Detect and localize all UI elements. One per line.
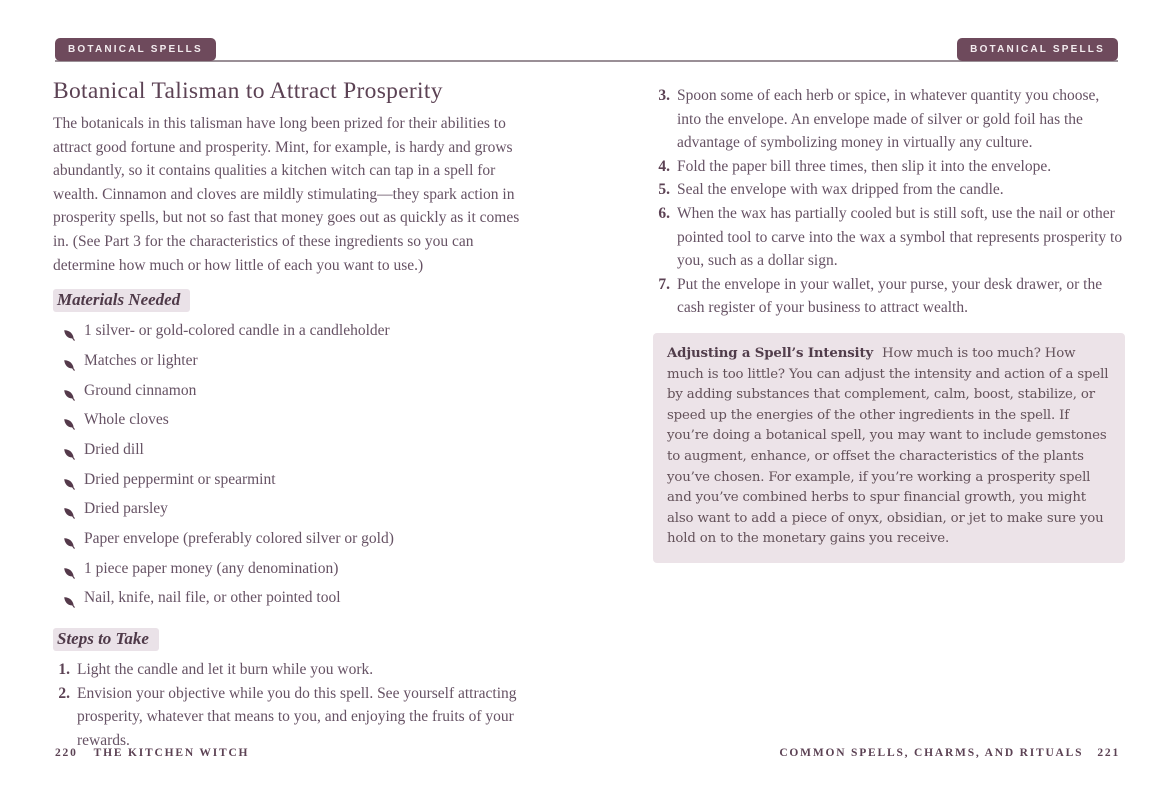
sidebar-body: How much is too much? How much is too little? You can adjust the intensity and action of a spell by adding substances that complement, calm, boost, stabilize, or speed up the energies of the other ingredients in the spell. If you’re doing a botanical spell, you may want to include gemstones to augment, enhance, or offset the characteristics of the plants you’ve chosen. For example, if you’re working a prosperity spell and you’ve combined herbs to spur financial growth, you might also want to add a piece of onyx, obsidian, or jet to make sure you hold on to the monetary gains you receive. <box>667 345 1109 547</box>
step-text: When the wax has partially cooled but is still soft, use the nail or other pointed tool to carve into the wax a symbol that represents prosperity to you, such as a dollar sign. <box>677 204 1123 270</box>
step-number: 7. <box>658 275 670 293</box>
step-number: 1. <box>58 661 70 679</box>
leaf-bullet-icon <box>63 355 75 379</box>
list-item <box>63 319 535 349</box>
step-item <box>653 273 1125 320</box>
step-number: 6. <box>658 204 670 222</box>
step-item <box>53 682 535 753</box>
material-text: 1 silver- or gold-colored candle in a candleholder <box>84 322 390 340</box>
leaf-bullet-icon <box>63 385 75 409</box>
step-item <box>53 658 535 682</box>
material-text: Whole cloves <box>84 411 169 429</box>
material-text: Ground cinnamon <box>84 381 197 399</box>
page-number-left: 220 <box>55 747 78 759</box>
step-item <box>653 178 1125 202</box>
step-text: Seal the envelope with wax dripped from the candle. <box>677 181 1004 199</box>
list-item <box>63 497 535 527</box>
sidebar-heading: Adjusting a Spell’s Intensity <box>667 345 874 361</box>
materials-heading: Materials Needed <box>53 289 190 312</box>
step-item <box>653 155 1125 179</box>
list-item <box>63 557 535 587</box>
leaf-bullet-icon <box>63 444 75 468</box>
running-title-right: COMMON SPELLS, CHARMS, AND RITUALS <box>779 747 1084 759</box>
list-item <box>63 408 535 438</box>
left-page-column <box>53 78 535 753</box>
step-number: 2. <box>58 684 70 702</box>
step-item <box>653 202 1125 273</box>
step-text: Spoon some of each herb or spice, in whatever quantity you choose, into the envelope. An envelope made of silver or gold foil has the advantage of symbolizing money in virtually any culture. <box>677 87 1100 152</box>
running-title-left: THE KITCHEN WITCH <box>93 747 250 759</box>
list-item <box>63 379 535 409</box>
step-number: 4. <box>658 157 670 175</box>
list-item <box>63 349 535 379</box>
materials-list <box>63 319 535 616</box>
sidebar-tip-box <box>653 333 1125 563</box>
right-page-column <box>653 84 1125 563</box>
list-item <box>63 468 535 498</box>
intro-paragraph: The botanicals in this talisman have long been prized for their abilities to attract good fortune and prosperity. Mint, for example, is hardy and grows abundantly, so it contains qualities a kitchen witch can tap in a spell for wealth. Cinnamon and cloves are mildly stimulating—they spark action in prosperity spells, but not so fast that money goes out as quickly as it comes in. (See Part 3 for the characteristics of these ingredients so you can determine how much or how little of each you want to use.) <box>53 115 520 274</box>
leaf-bullet-icon <box>63 503 75 527</box>
list-item <box>63 438 535 468</box>
step-number: 5. <box>658 181 670 199</box>
step-text: Envision your objective while you do this spell. See yourself attracting prosperity, whatever that means to you, and enjoying the fruits of your rewards. <box>77 684 517 749</box>
chapter-tab-left: BOTANICAL SPELLS <box>55 38 216 61</box>
material-text: Dried peppermint or spearmint <box>84 470 276 488</box>
recipe-title: Botanical Talisman to Attract Prosperity <box>53 78 443 104</box>
leaf-bullet-icon <box>63 414 75 438</box>
chapter-tab-right: BOTANICAL SPELLS <box>957 38 1118 61</box>
steps-heading: Steps to Take <box>53 628 159 651</box>
footer-left <box>55 747 249 759</box>
leaf-bullet-icon <box>63 563 75 587</box>
step-text: Light the candle and let it burn while you work. <box>77 661 374 679</box>
leaf-bullet-icon <box>63 325 75 349</box>
steps-list-right <box>653 84 1125 320</box>
step-number: 3. <box>658 87 670 104</box>
step-text: Fold the paper bill three times, then slip it into the envelope. <box>677 157 1052 175</box>
material-text: Dried parsley <box>84 500 168 518</box>
material-text: Nail, knife, nail file, or other pointed tool <box>84 589 341 607</box>
list-item <box>63 527 535 557</box>
steps-list-left <box>53 658 535 752</box>
list-item <box>63 586 535 616</box>
page-number-right: 221 <box>1097 747 1120 759</box>
leaf-bullet-icon <box>63 474 75 498</box>
leaf-bullet-icon <box>63 533 75 557</box>
step-text: Put the envelope in your wallet, your purse, your desk drawer, or the cash register of your business to attract wealth. <box>677 275 1103 317</box>
material-text: Matches or lighter <box>84 351 198 369</box>
footer-right <box>779 747 1120 759</box>
material-text: 1 piece paper money (any denomination) <box>84 559 339 577</box>
step-item <box>653 84 1125 155</box>
material-text: Dried dill <box>84 440 144 458</box>
leaf-bullet-icon <box>63 592 75 616</box>
material-text: Paper envelope (preferably colored silver or gold) <box>84 530 394 548</box>
